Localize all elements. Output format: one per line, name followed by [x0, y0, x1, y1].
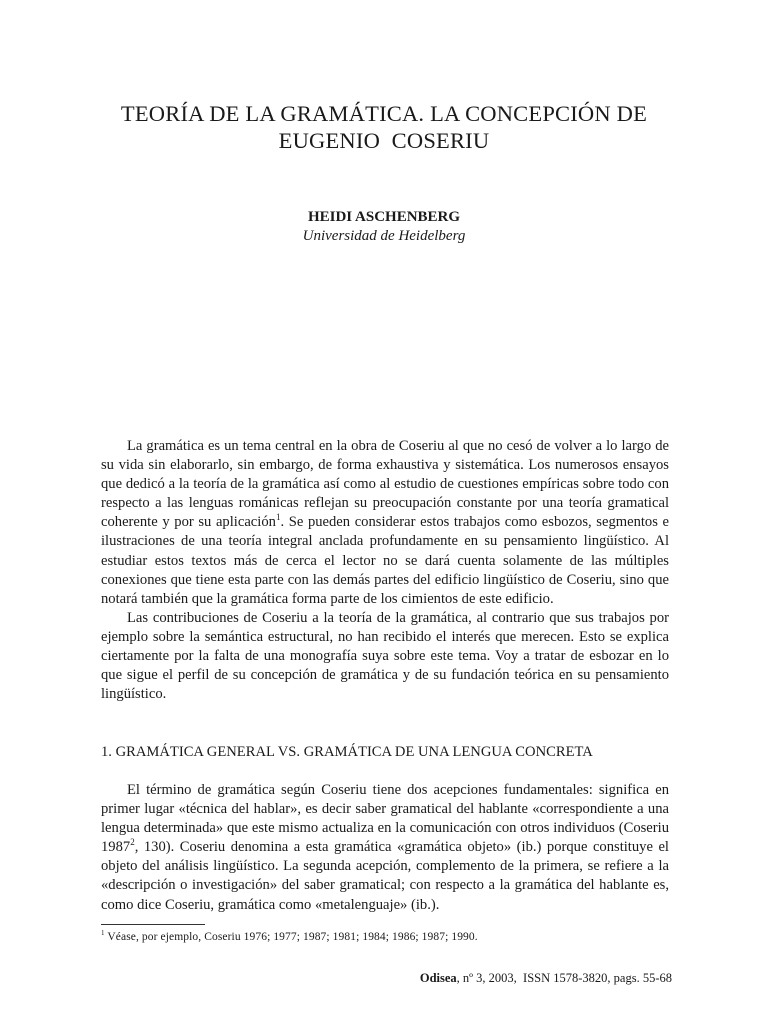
journal-footer [420, 971, 672, 986]
paragraph-2: Las contribuciones de Coseriu a la teoría de la gramática, al contrario que sus trabajos por ejemplo sobre la semántica estructural, no han recibido el interés que merecen. Esto se explica ciertamente por la falta de una monografía suya sobre este tema. Voy a tratar de esbozar en lo que sigue el perfil de su concepción de gramática y de su fundación teórica en su pensamiento lingüístico. [101, 609, 669, 703]
title-line-1: TEORÍA DE LA GRAMÁTICA. LA CONCEPCIÓN DE [120, 101, 648, 126]
section-1-body [101, 781, 669, 915]
paragraph-1-part-b: . Se pueden considerar estos trabajos como esbozos, segmentos e ilustraciones de una teoría integral anclada profundamente en su pensamiento lingüístico. Al estudiar estos textos más de cerca el lector no se dará cuenta solamente de las múltiples conexiones que tiene esta parte con las demás partes del edificio lingüístico de Coseriu, sino que notará también que la gramática forma parte de los cimientos de este edificio. [101, 514, 670, 607]
footnote-1-text: Véase, por ejemplo, Coseriu 1976; 1977; 1987; 1981; 1984; 1986; 1987; 1990. [104, 931, 478, 943]
section-heading-1: 1. GRAMÁTICA GENERAL VS. GRAMÁTICA DE UNA LENGUA CONCRETA [101, 744, 593, 760]
journal-name: Odisea [419, 971, 457, 985]
intro-section [101, 437, 669, 704]
author-name: HEIDI ASCHENBERG [307, 209, 461, 225]
footnote-divider [101, 924, 205, 925]
superscript-2: 2 [130, 837, 135, 848]
paragraph-1 [101, 437, 669, 609]
paragraph-3-part-a: El término de gramática según Coseriu tiene dos acepciones fundamentales: significa en primer lugar «técnica del hablar», es decir saber gramatical del hablante «correspondiente a una lengua determinada» que este mismo actualiza en la comunicación con otros individuos (Coseriu 1987 [101, 782, 669, 856]
author-affiliation: Universidad de Heidelberg [302, 228, 466, 244]
paragraph-3-part-b: , 130). Coseriu denomina a esta gramática «gramática objeto» (ib.) porque constituye el objeto del análisis lingüístico. La segunda acepción, complemento de la primera, se refiere a la «descripción o investigación» del saber gramatical; con respecto a la gramática del hablante es, como dice Coseriu, gramática como «metalenguaje» (ib.). [101, 839, 669, 913]
footnote-ref-1[interactable]: 1 [275, 512, 281, 523]
author-block [0, 208, 768, 246]
title-line-2: EUGENIO COSERIU [278, 128, 490, 153]
article-title [0, 100, 768, 154]
journal-details: , nº 3, 2003, ISSN 1578-3820, pags. 55-68 [456, 971, 672, 985]
footnote-1 [101, 930, 478, 944]
paragraph-1-part-a: La gramática es un tema central en la obra de Coseriu al que no cesó de volver a lo largo de su vida sin elaborarlo, sin embargo, de forma exhaustiva y sistemática. Los numerosos ensayos que dedicó a la teoría de la gramática así como al estudio de cuestiones empíricas sobre todo con respecto a las lenguas románicas reflejan su preocupación constante por una teoría gramatical coherente y por su aplicación [101, 438, 669, 531]
paragraph-3 [101, 781, 669, 915]
footnote-1-mark: 1 [101, 929, 105, 938]
